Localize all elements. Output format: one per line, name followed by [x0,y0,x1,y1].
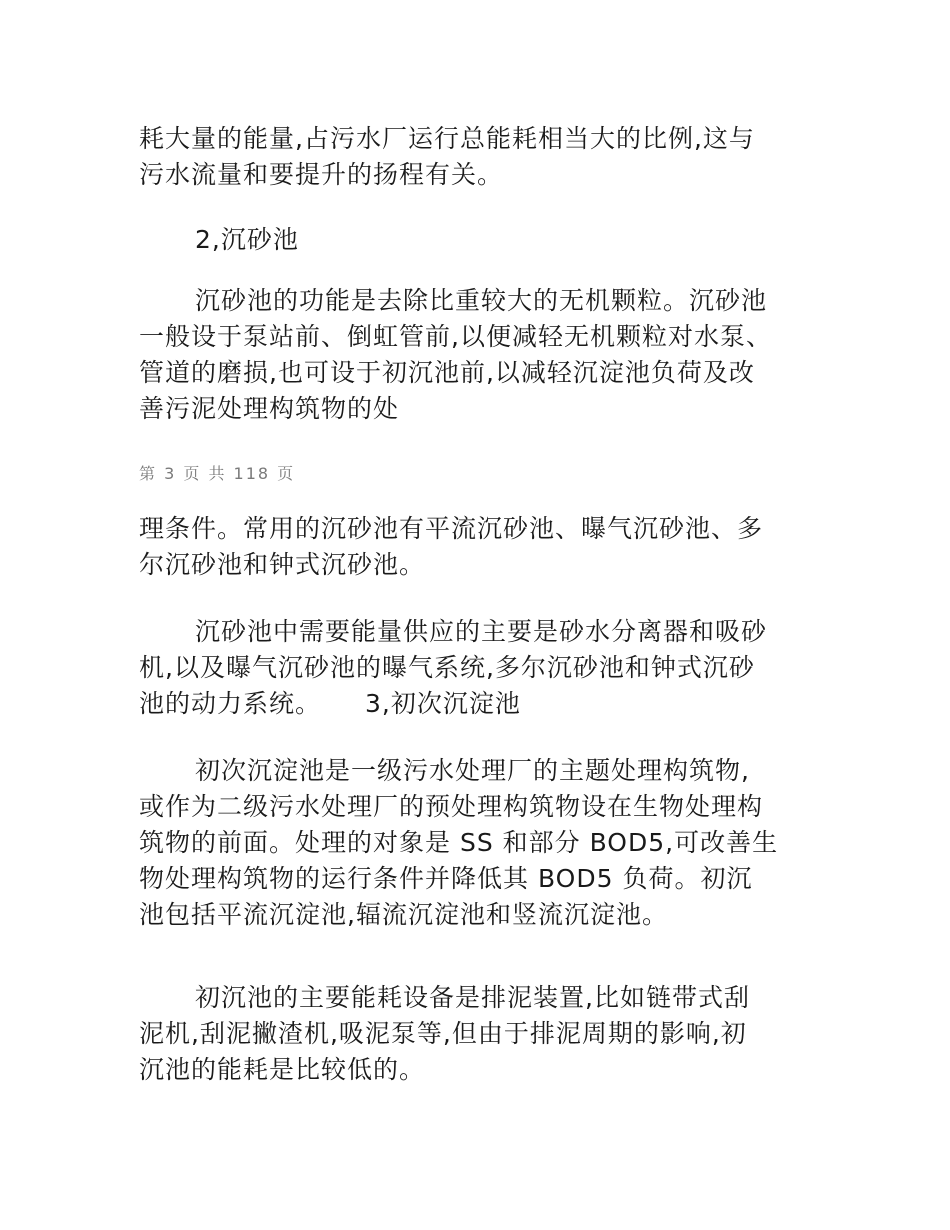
heading-text: 2,沉砂池 [195,225,299,254]
text-line: 沉砂池中需要能量供应的主要是砂水分离器和吸砂 [195,617,768,646]
section-heading-grit-chamber [139,222,819,258]
paragraph-grit-chamber-function [139,283,819,427]
text-line: 初次沉淀池是一级污水处理厂的主题处理构筑物, [195,756,750,785]
text-line: 沉池的能耗是比较低的。 [139,1055,426,1084]
text-line: 尔沉砂池和钟式沉砂池。 [139,550,426,579]
paragraph-primary-sedimentation-energy [139,980,819,1088]
section-heading-primary-sedimentation: 3,初次沉淀池 [365,689,521,718]
text-line: 善污泥处理构筑物的处 [139,394,400,423]
text-line: 耗大量的能量,占污水厂运行总能耗相当大的比例,这与 [139,124,755,153]
text-fragment: 池的动力系统。 [139,689,322,718]
paragraph-grit-chamber-types [139,511,819,583]
text-line: 筑物的前面。处理的对象是 SS 和部分 BOD5,可改善生 [139,828,779,857]
paragraph-energy-consumption [139,121,819,193]
text-line: 池包括平流沉淀池,辐流沉淀池和竖流沉淀池。 [139,900,668,929]
text-line-with-heading [139,686,819,722]
text-line: 理条件。常用的沉砂池有平流沉砂池、曝气沉砂池、多 [139,514,764,543]
text-line: 沉砂池的功能是去除比重较大的无机颗粒。沉砂池 [195,286,768,315]
paragraph-primary-sedimentation [139,753,819,933]
text-line: 泥机,刮泥撇渣机,吸泥泵等,但由于排泥周期的影响,初 [139,1019,747,1048]
paragraph-grit-chamber-energy [139,614,819,722]
text-line: 初沉池的主要能耗设备是排泥装置,比如链带式刮 [195,983,750,1012]
text-line: 机,以及曝气沉砂池的曝气系统,多尔沉砂池和钟式沉砂 [139,653,755,682]
text-line: 或作为二级污水处理厂的预处理构筑物设在生物处理构 [139,792,764,821]
text-line: 管道的磨损,也可设于初沉池前,以减轻沉淀池负荷及改 [139,358,755,387]
text-line: 一般设于泵站前、倒虹管前,以便减轻无机颗粒对水泵、 [139,322,772,351]
page-number-footer: 第 3 页 共 118 页 [139,464,296,483]
text-line: 污水流量和要提升的扬程有关。 [139,160,504,189]
text-line: 物处理构筑物的运行条件并降低其 BOD5 负荷。初沉 [139,864,753,893]
